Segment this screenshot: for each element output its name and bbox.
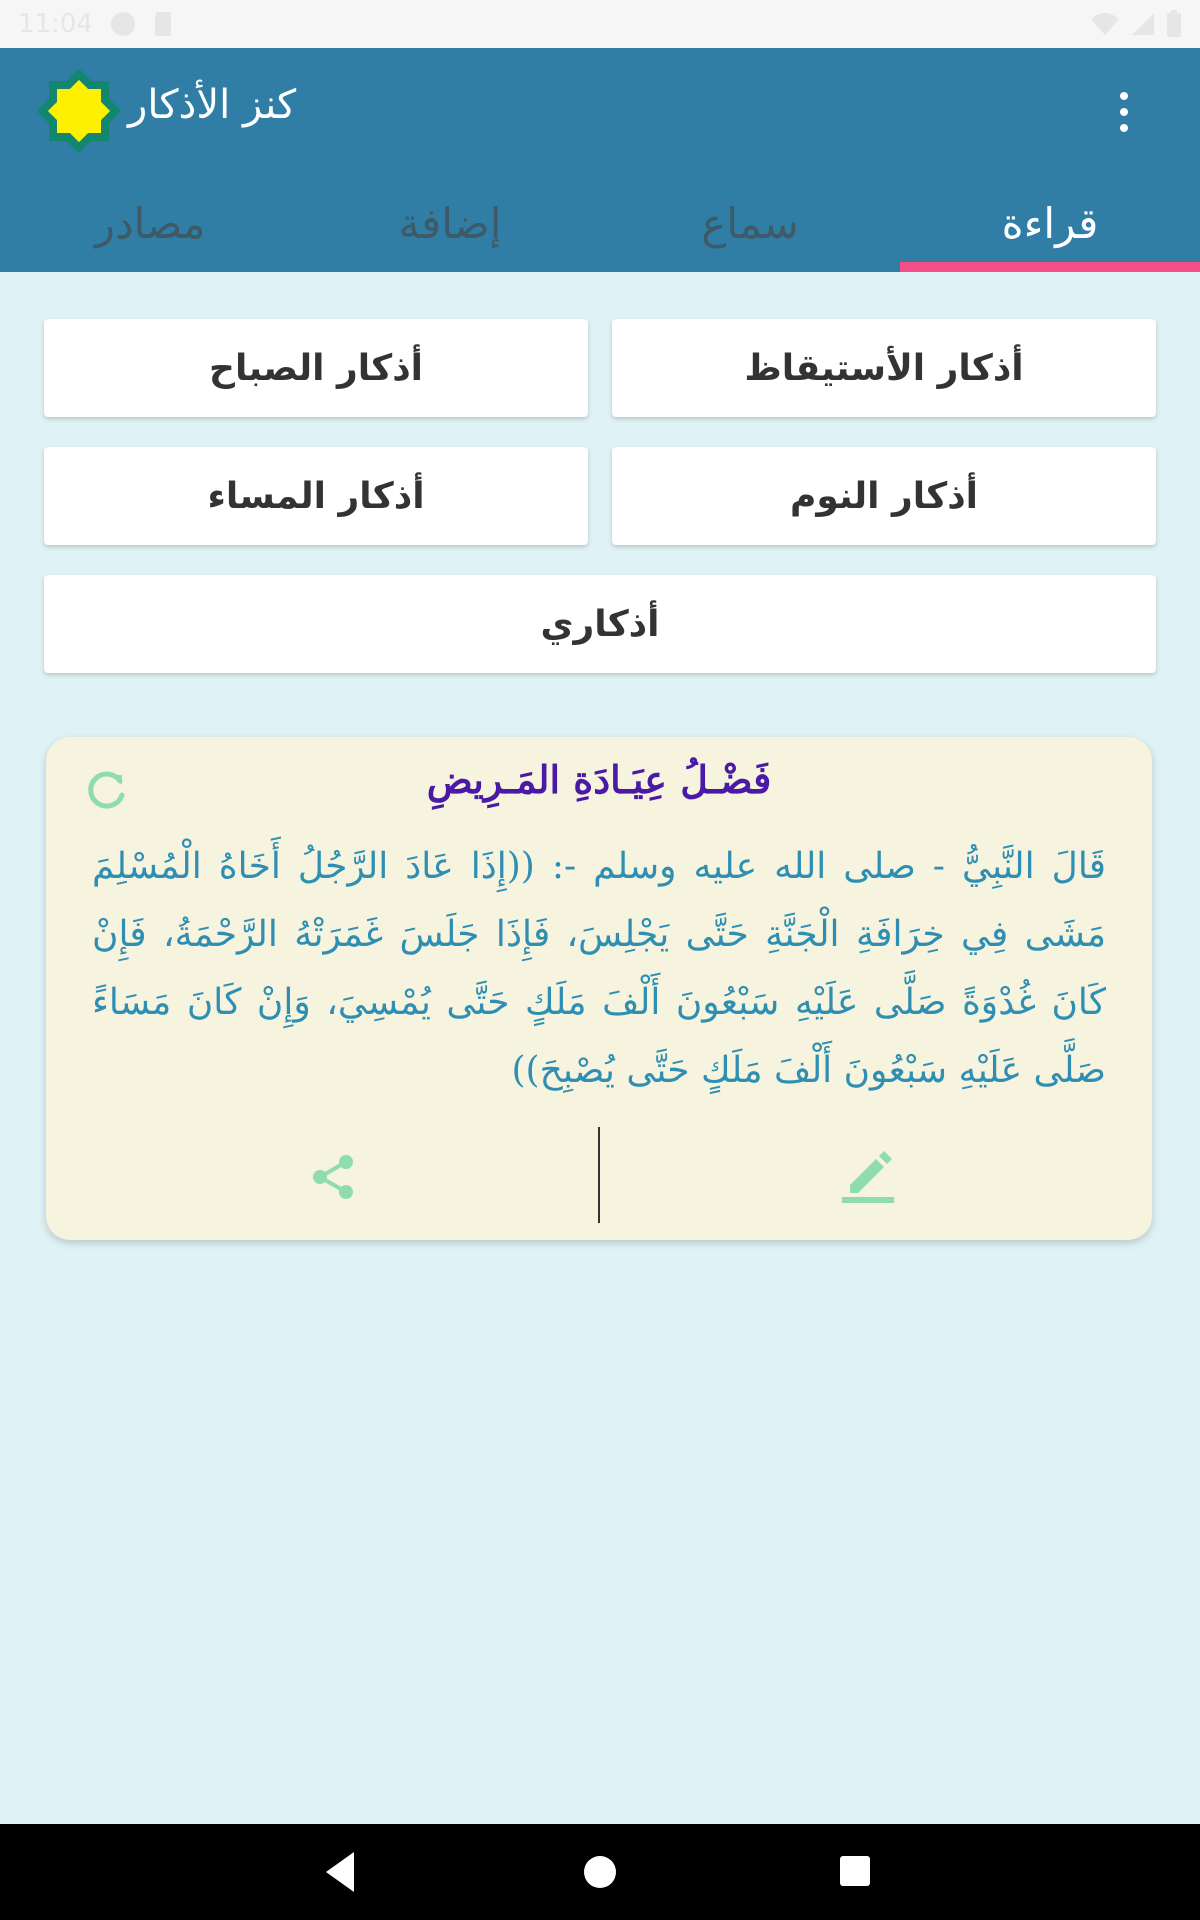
- wifi-icon: [1090, 11, 1120, 37]
- edit-icon[interactable]: [840, 1145, 900, 1205]
- logo-star-icon: [30, 62, 128, 160]
- tab-sources[interactable]: مصادر: [94, 198, 206, 248]
- share-icon[interactable]: [308, 1152, 358, 1202]
- home-icon[interactable]: [584, 1856, 616, 1888]
- evening-adhkar-button[interactable]: أذكار المساء: [44, 447, 588, 545]
- my-adhkar-button[interactable]: أذكاري: [44, 575, 1156, 673]
- signal-icon: [1130, 11, 1156, 37]
- system-nav-bar: [0, 1824, 1200, 1920]
- tab-read[interactable]: قراءة: [900, 174, 1200, 272]
- app-title: كنز الأذكار: [128, 82, 297, 128]
- morning-adhkar-button[interactable]: أذكار الصباح: [44, 319, 588, 417]
- recents-icon[interactable]: [840, 1856, 870, 1886]
- title-row: [0, 48, 1200, 174]
- refresh-icon[interactable]: [82, 767, 130, 815]
- card-body: قَالَ النَّبِيُّ - صلى الله عليه وسلم -: ((إِذَا عَادَ الرَّجُلُ أَخَاهُ الْمُسْلِمَ مَشَى فِي خِرَافَةِ الْجَنَّةِ حَتَّى يَجْلِسَ، فَإِذَا جَلَسَ غَمَرَتْهُ الرَّحْمَةُ، فَإِنْ كَانَ غُدْوَةً صَلَّى عَلَيْهِ سَبْعُونَ أَلْفَ مَلَكٍ حَتَّى يُمْسِيَ، وَإِنْ كَانَ مَسَاءً صَلَّى عَلَيْهِ سَبْعُونَ أَلْفَ مَلَكٍ حَتَّى يُصْبِحَ)): [92, 846, 1106, 1091]
- waking-adhkar-button[interactable]: أذكار الأستيقاظ: [612, 319, 1156, 417]
- back-icon[interactable]: [320, 1848, 364, 1896]
- sleep-adhkar-button[interactable]: أذكار النوم: [612, 447, 1156, 545]
- status-time: 11:04: [18, 9, 93, 39]
- app-bar: [0, 48, 1200, 272]
- notification-icon: [109, 10, 137, 38]
- status-right: [1090, 10, 1182, 38]
- tab-listen[interactable]: سماع: [701, 198, 799, 248]
- status-bar: [0, 0, 1200, 48]
- card-divider: [598, 1127, 600, 1223]
- tabs: [0, 174, 1200, 272]
- status-left: [18, 9, 175, 39]
- overflow-menu-icon[interactable]: [1100, 84, 1148, 140]
- sd-card-icon: [153, 10, 175, 38]
- card-title: فَضْـلُ عِيَـادَةِ المَـرِيضِ: [426, 757, 772, 802]
- battery-icon: [1166, 10, 1182, 38]
- dhikr-card: [46, 737, 1152, 1240]
- tab-add[interactable]: إضافة: [398, 198, 502, 248]
